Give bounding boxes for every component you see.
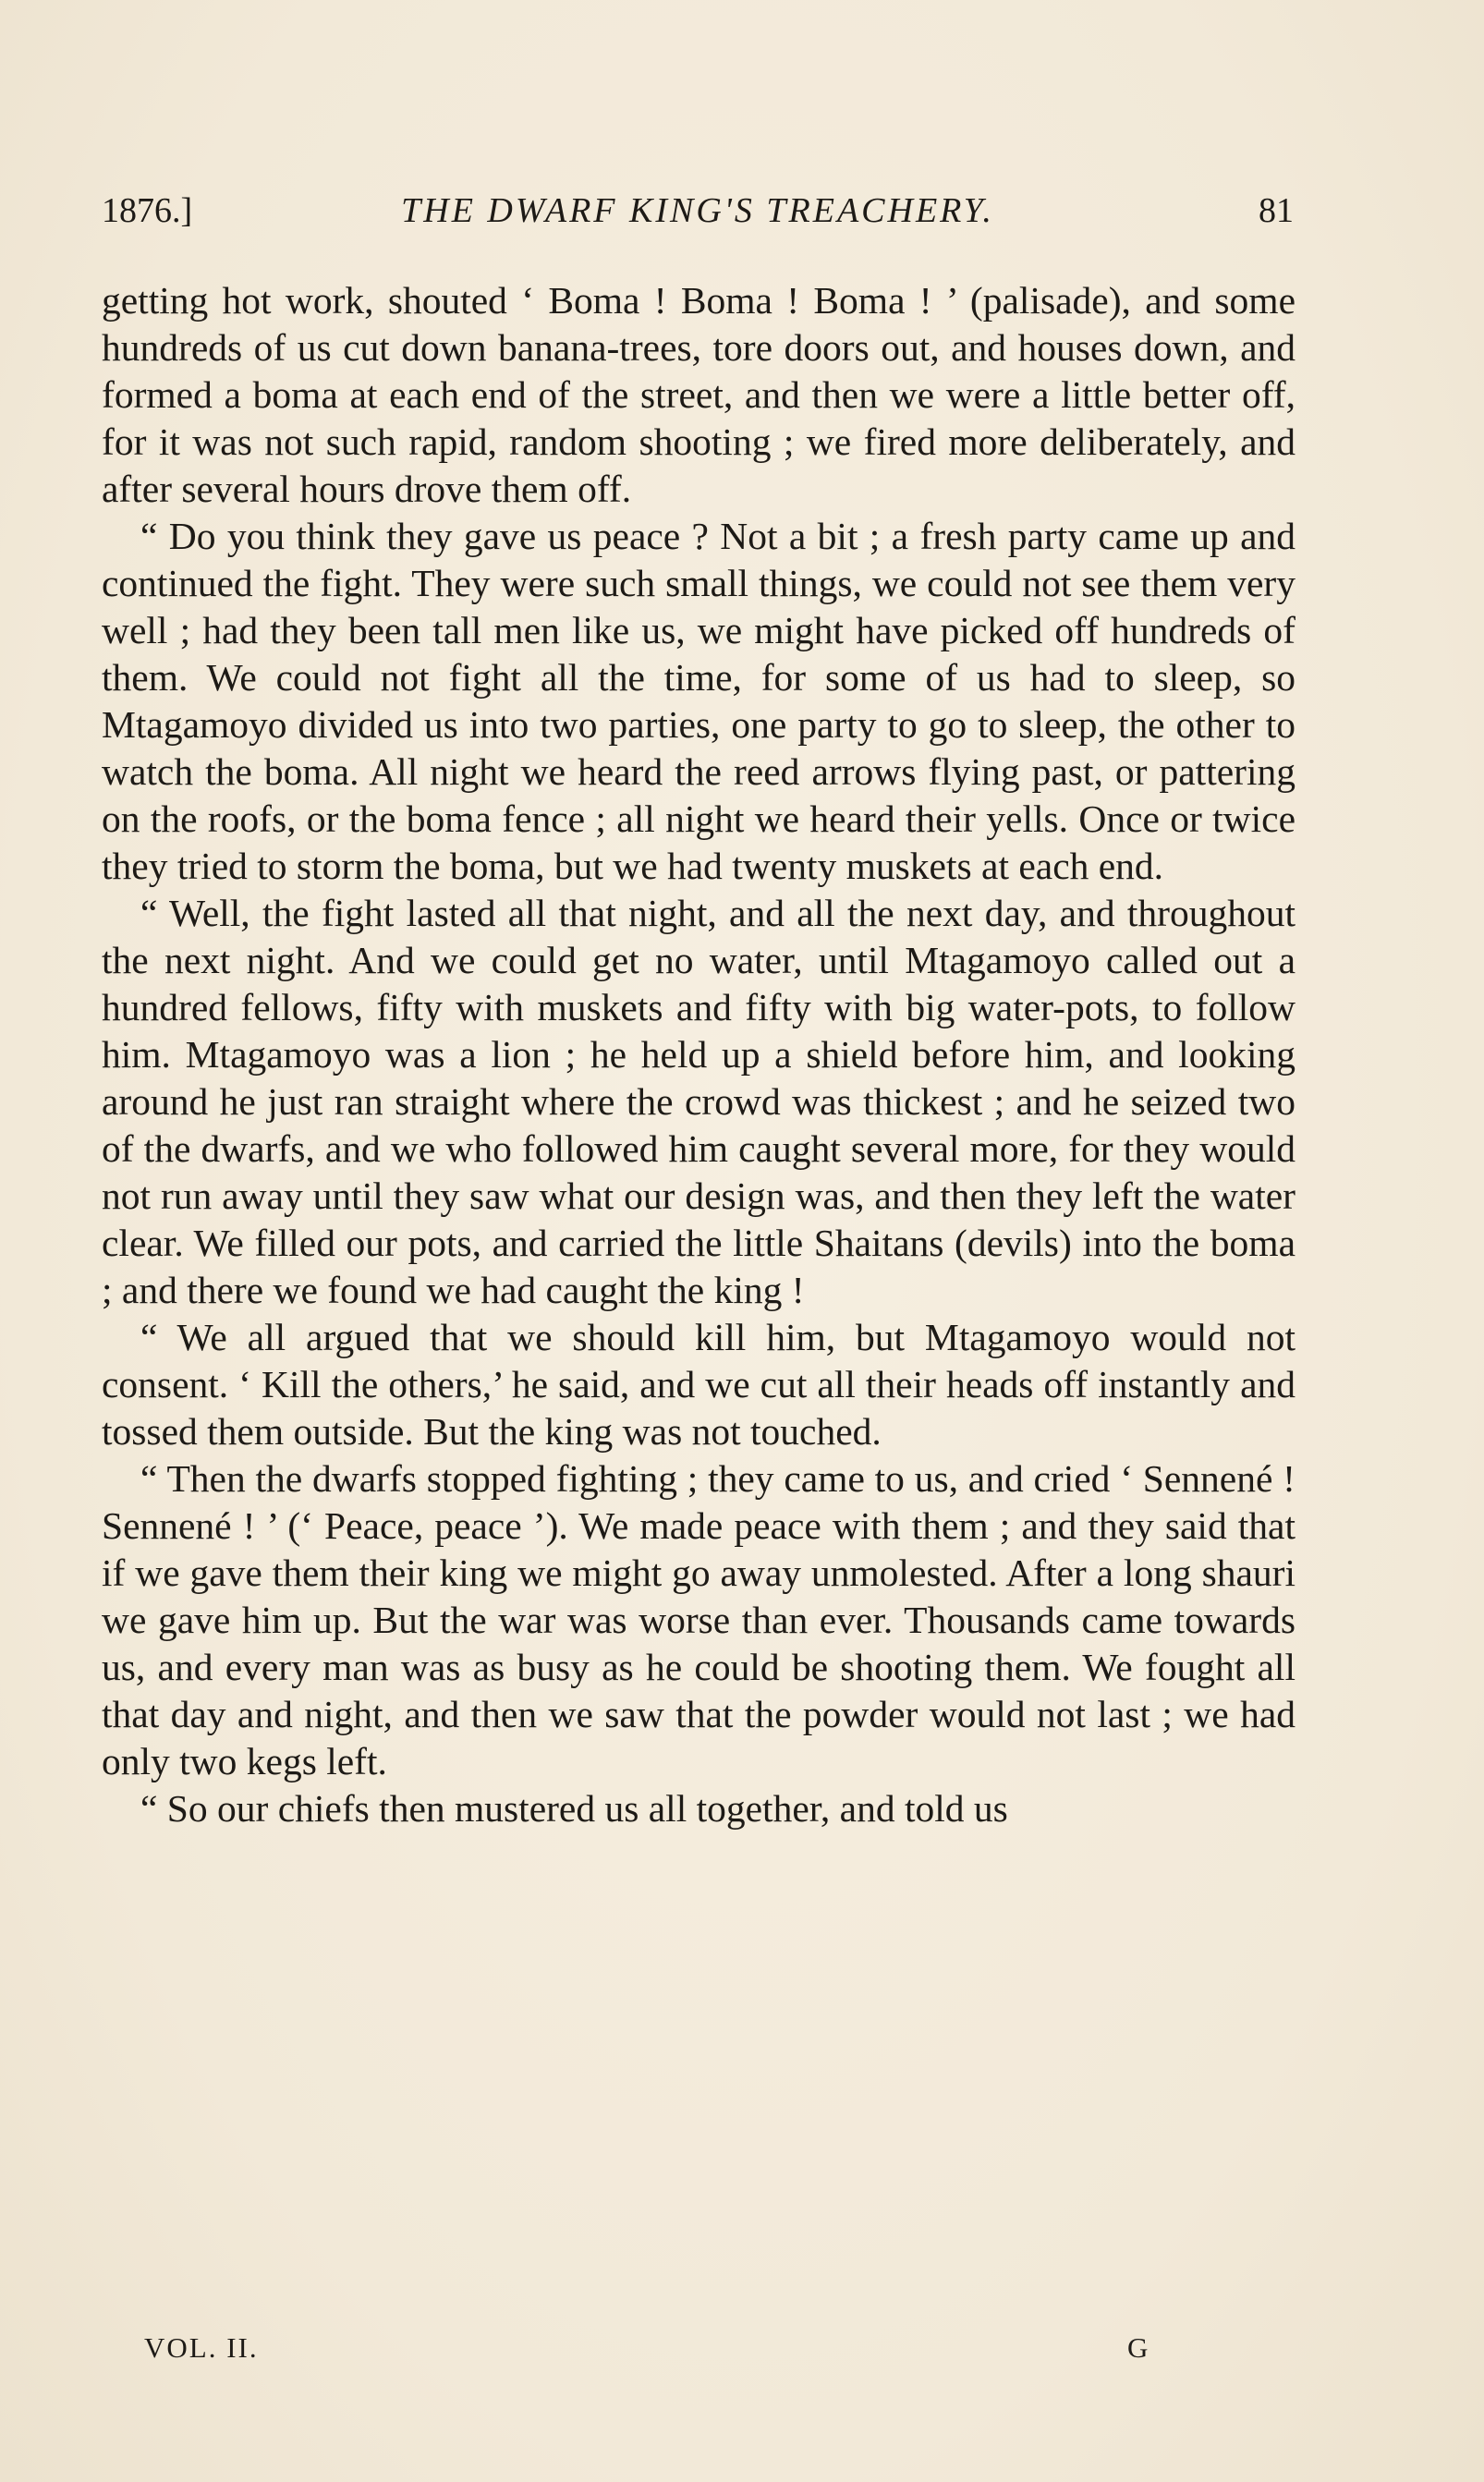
signature-mark: G [1127,2331,1149,2364]
volume-label: VOL. II. [144,2331,259,2364]
running-title: THE DWARF KING'S TREACHERY. [401,191,994,230]
header-year: 1876.] [102,191,193,230]
page-number: 81 [1259,191,1294,230]
paragraph: “ Well, the fight lasted all that night, and all the next day, and throughout the next night. And we could get no water, until Mtagamoyo called out a hundred fellows, fifty with muskets and fifty with big water-pots, to follow him. Mtagamoyo was a lion ; he held up a shield before him, and looking around he just ran straight where the crowd was thickest ; and he seized two of the dwarfs, and we who followed him caught several more, for they would not run away until they saw what our design was, and then they left the water clear. We filled our pots, and carried the little Shaitans (devils) into the boma ; and there we found we had caught the king ! [102,892,1295,1311]
page-footer [102,2325,1295,2371]
body-text [102,277,1295,1832]
running-header [102,183,1294,238]
paragraph: “ So our chiefs then mustered us all together, and told us [140,1787,1008,1830]
paragraph: “ Then the dwarfs stopped fighting ; they came to us, and cried ‘ Sennené ! Sennené ! ’ (‘ Peace, peace ’). We made peace with them ; and they said that if we gave them their king we might go away unmolested. After a long shauri we gave him up. But the war was worse than ever. Thousands came towards us, and every man was as busy as he could be shooting them. We fought all that day and night, and then we saw that the powder would not last ; we had only two kegs left. [102,1457,1295,1782]
paragraph: getting hot work, shouted ‘ Boma ! Boma ! Boma ! ’ (palisade), and some hundreds of us cut down banana-trees, tore doors out, and houses down, and formed a boma at each end of the street, and then we were a little better off, for it was not such rapid, random shooting ; we fired more deliberately, and after several hours drove them off. [102,279,1295,510]
paragraph: “ We all argued that we should kill him, but Mtagamoyo would not consent. ‘ Kill the others,’ he said, and we cut all their heads off instantly and tossed them outside. But the king was not touched. [102,1316,1295,1453]
paragraph: “ Do you think they gave us peace ? Not a bit ; a fresh party came up and continued the fight. They were such small things, we could not see them very well ; had they been tall men like us, we might have picked off hundreds of them. We could not fight all the time, for some of us had to sleep, so Mtagamoyo divided us into two parties, one party to go to sleep, the other to watch the boma. All night we heard the reed arrows flying past, or pattering on the roofs, or the boma fence ; all night we heard their yells. Once or twice they tried to storm the boma, but we had twenty muskets at each end. [102,515,1295,887]
